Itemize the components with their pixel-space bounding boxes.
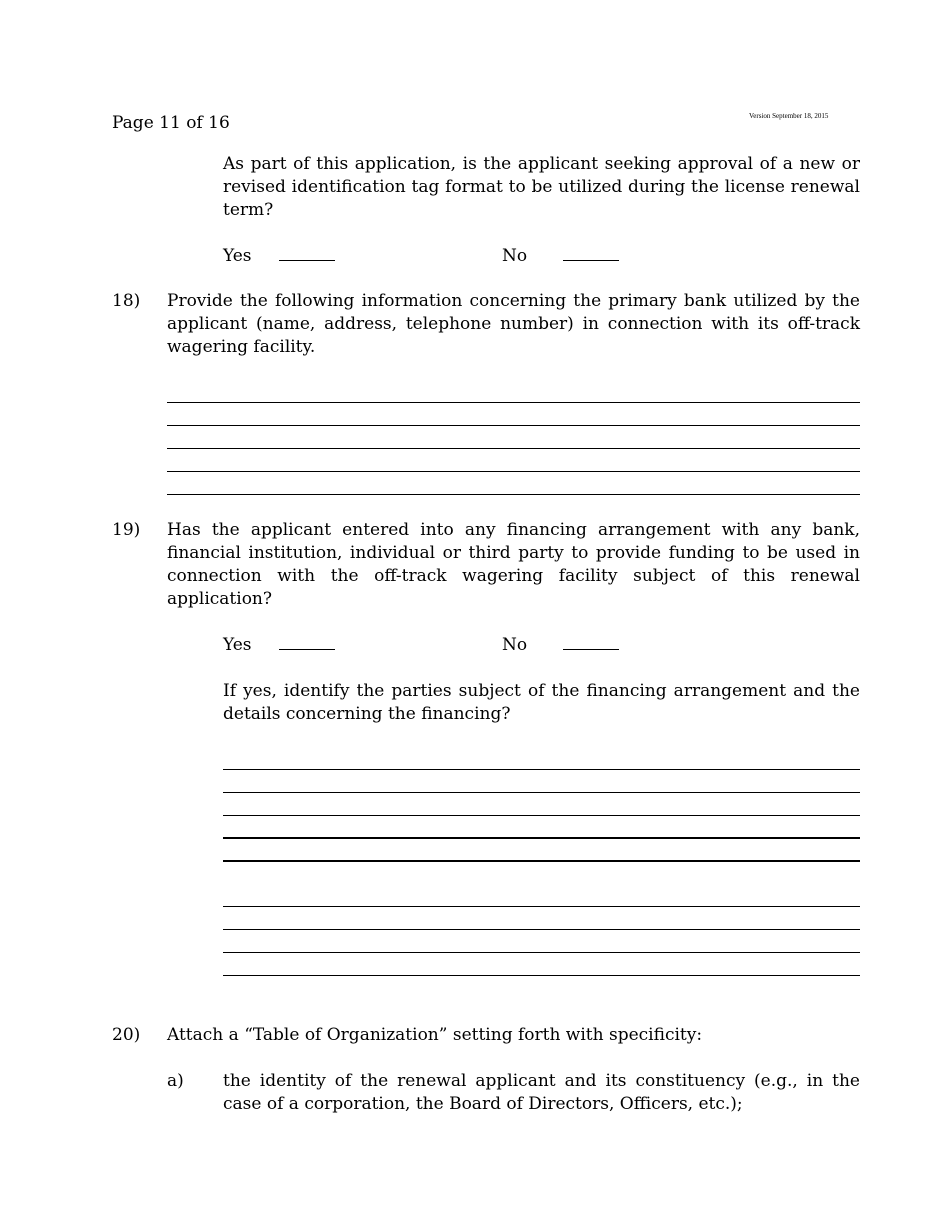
q19-yes-option <box>223 634 335 657</box>
q19-answer-line-6[interactable] <box>223 906 860 907</box>
q18-answer-line-5[interactable] <box>167 494 860 495</box>
q20-item-a-letter: a) <box>167 1071 184 1091</box>
q17-yes-option <box>223 245 335 268</box>
page-number: Page 11 of 16 <box>112 113 230 133</box>
q19-answer-line-5[interactable] <box>223 860 860 862</box>
q17-yes-blank[interactable] <box>279 246 335 261</box>
q18-answer-line-1[interactable] <box>167 402 860 403</box>
q17-identification-tag-question: As part of this application, is the applicant seeking approval of a new or revised identification tag format to be utilized during the license renewal term? <box>223 154 860 220</box>
q19-yes-blank[interactable] <box>279 635 335 650</box>
q19-answer-line-9[interactable] <box>223 975 860 976</box>
q19-no-blank[interactable] <box>563 635 619 650</box>
q20-table-of-organization: Attach a “Table of Organization” setting forth with specificity: <box>167 1025 703 1045</box>
q18-answer-line-4[interactable] <box>167 471 860 472</box>
q19-financing-question: Has the applicant entered into any financing arrangement with any bank, financial institution, individual or third party to provide funding to be used in connection with the off-track wagering facility subject of this renewal application? <box>167 520 860 609</box>
q19-no-label: No <box>502 635 528 655</box>
q19-followup-question: If yes, identify the parties subject of the financing arrangement and the details concerning the financing? <box>223 681 860 724</box>
q17-yes-label: Yes <box>223 246 252 266</box>
q19-yes-label: Yes <box>223 635 252 655</box>
version-date: Version September 18, 2015 <box>749 112 829 120</box>
q19-answer-line-8[interactable] <box>223 952 860 953</box>
q19-answer-line-2[interactable] <box>223 792 860 793</box>
q19-number: 19) <box>112 520 141 540</box>
q20-item-a-text: the identity of the renewal applicant and its constituency (e.g., in the case of a corporation, the Board of Directors, Officers, etc.); <box>223 1071 860 1114</box>
q19-answer-line-1[interactable] <box>223 769 860 770</box>
q17-no-option <box>502 245 619 268</box>
q18-bank-question: Provide the following information concerning the primary bank utilized by the applicant (name, address, telephone number) in connection with its off-track wagering facility. <box>167 291 860 357</box>
q17-no-blank[interactable] <box>563 246 619 261</box>
q18-answer-line-3[interactable] <box>167 448 860 449</box>
q17-no-label: No <box>502 246 528 266</box>
q20-number: 20) <box>112 1025 141 1045</box>
q18-number: 18) <box>112 291 141 311</box>
q18-answer-line-2[interactable] <box>167 425 860 426</box>
q19-answer-line-7[interactable] <box>223 929 860 930</box>
q19-answer-line-4[interactable] <box>223 837 860 839</box>
q19-answer-line-3[interactable] <box>223 815 860 816</box>
q19-no-option <box>502 634 619 657</box>
